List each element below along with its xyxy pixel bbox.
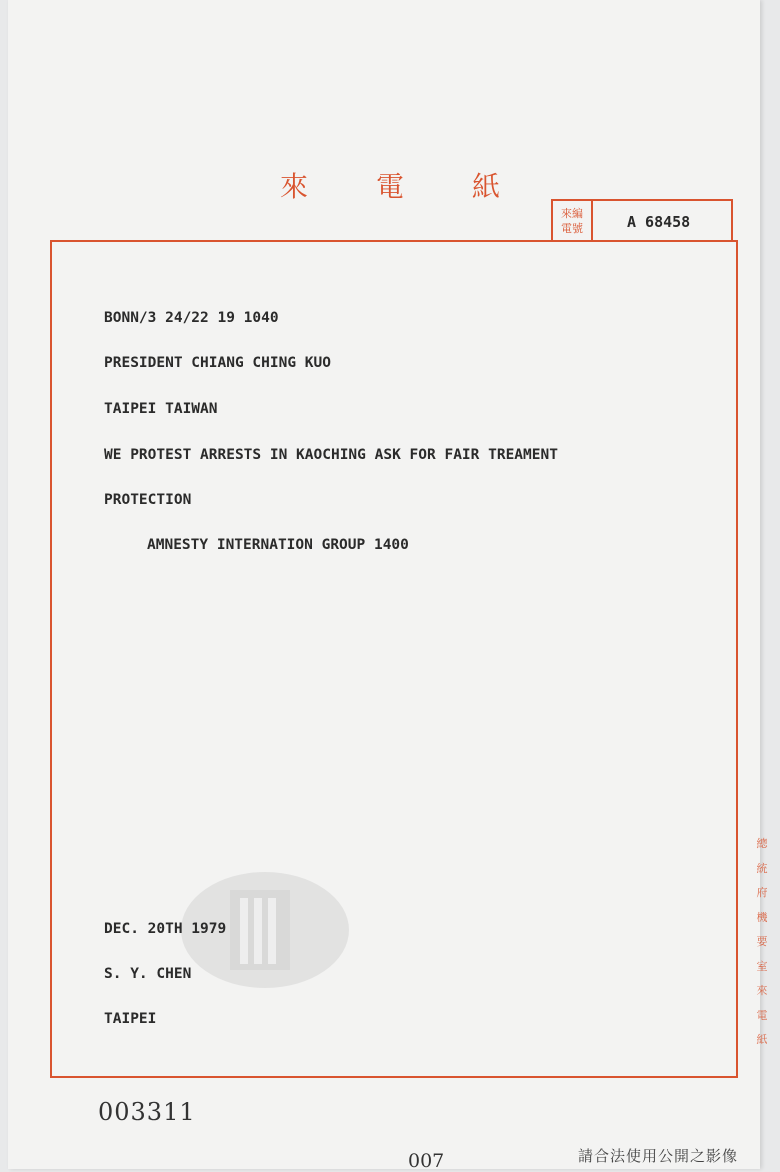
side-stamp: 總 統 府 機 要 室 來 電 紙	[756, 837, 768, 1046]
signature-city: TAIPEI	[104, 1011, 157, 1027]
code-label-top: 來編	[561, 206, 583, 220]
code-label	[553, 201, 593, 240]
telegram-line-addressee: PRESIDENT CHIANG CHING KUO	[104, 355, 331, 371]
telegram-line-message: WE PROTEST ARRESTS IN KAOCHING ASK FOR FAIR TREAMENT	[104, 447, 558, 463]
code-label-bottom: 電號	[561, 221, 583, 235]
page-number: 007	[408, 1150, 445, 1172]
telegram-line-message-cont: PROTECTION	[104, 492, 192, 508]
telegram-code-box	[551, 199, 733, 240]
footer-note: 請合法使用公開之影像	[578, 1147, 739, 1165]
telegram-code-value: A 68458	[627, 213, 691, 231]
telegram-line-sender: AMNESTY INTERNATION GROUP 1400	[147, 537, 409, 553]
telegram-line-destination: TAIPEI TAIWAN	[104, 401, 218, 417]
page-title: 來電紙	[279, 170, 568, 203]
document-number: 003311	[98, 1098, 196, 1126]
telegram-line-origin: BONN/3 24/22 19 1040	[104, 310, 279, 326]
signature-date: DEC. 20TH 1979	[104, 921, 227, 937]
signature-name: S. Y. CHEN	[104, 966, 192, 982]
